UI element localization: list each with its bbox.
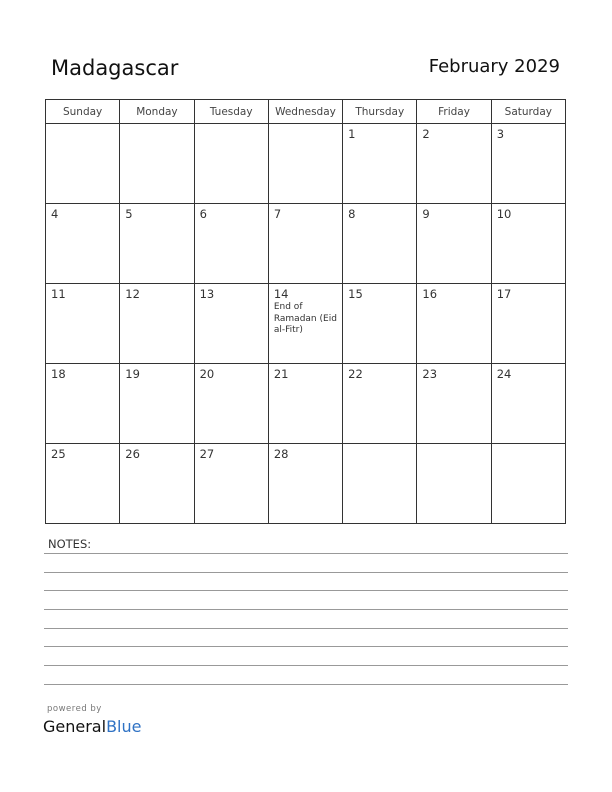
month-title: February 2029: [428, 56, 560, 77]
day-number: 3: [496, 127, 505, 141]
day-number: 25: [51, 447, 66, 461]
week-row: [46, 444, 566, 524]
day-cell[interactable]: [491, 364, 565, 444]
day-cell[interactable]: [491, 204, 565, 284]
day-number: 23: [422, 367, 438, 381]
weekday-header-row: [46, 100, 566, 124]
holiday-label: End of Ramadan (Eid al-Fitr): [273, 302, 337, 335]
weekday-header: Saturday: [491, 100, 565, 124]
day-number: 6: [199, 207, 207, 221]
day-cell[interactable]: [120, 364, 194, 444]
notes-line: [44, 665, 568, 666]
day-number: 17: [496, 287, 512, 301]
day-cell[interactable]: [417, 364, 491, 444]
week-row: [46, 364, 566, 444]
day-cell[interactable]: [46, 444, 120, 524]
day-cell[interactable]: [194, 364, 268, 444]
day-cell[interactable]: [268, 284, 342, 364]
notes-line: [44, 553, 568, 554]
day-number: 28: [273, 447, 289, 461]
day-cell[interactable]: [194, 284, 268, 364]
day-number: 19: [125, 367, 140, 381]
day-cell[interactable]: [343, 364, 417, 444]
day-number: 15: [348, 287, 363, 301]
day-cell[interactable]: [120, 124, 194, 204]
day-number: 14: [273, 287, 289, 301]
day-cell[interactable]: [194, 444, 268, 524]
day-cell[interactable]: [343, 444, 417, 524]
day-cell[interactable]: [46, 284, 120, 364]
week-row: [46, 204, 566, 284]
day-cell[interactable]: [268, 444, 342, 524]
day-number: 26: [125, 447, 140, 461]
country-title: Madagascar: [51, 56, 179, 80]
notes-line: [44, 646, 568, 647]
calendar-grid: [45, 99, 566, 524]
day-number: 27: [199, 447, 215, 461]
day-number: 7: [273, 207, 282, 221]
day-cell[interactable]: [194, 204, 268, 284]
day-cell[interactable]: [417, 124, 491, 204]
brand-logo-blue: Blue: [106, 717, 142, 736]
day-cell[interactable]: [417, 444, 491, 524]
day-cell[interactable]: [343, 124, 417, 204]
day-cell[interactable]: [120, 444, 194, 524]
notes-label: NOTES:: [48, 537, 92, 551]
day-number: 10: [496, 207, 512, 221]
day-cell[interactable]: [46, 204, 120, 284]
weekday-header: Friday: [417, 100, 491, 124]
weekday-header: Thursday: [343, 100, 417, 124]
day-number: 5: [125, 207, 133, 221]
day-cell[interactable]: [46, 124, 120, 204]
notes-line: [44, 609, 568, 610]
day-number: 4: [51, 207, 59, 221]
day-cell[interactable]: [120, 204, 194, 284]
day-number: 21: [273, 367, 289, 381]
day-number: 20: [199, 367, 215, 381]
notes-line: [44, 628, 568, 629]
day-number: 8: [348, 207, 356, 221]
day-cell[interactable]: [343, 204, 417, 284]
week-row: [46, 284, 566, 364]
brand-logo-general: General: [43, 717, 107, 736]
day-number: 11: [51, 287, 66, 301]
day-cell[interactable]: [417, 204, 491, 284]
day-cell[interactable]: [194, 124, 268, 204]
day-cell[interactable]: [120, 284, 194, 364]
day-number: 9: [422, 207, 430, 221]
day-cell[interactable]: [46, 364, 120, 444]
day-number: 2: [422, 127, 430, 141]
day-cell[interactable]: [491, 124, 565, 204]
day-number: 16: [422, 287, 438, 301]
day-number: 22: [348, 367, 363, 381]
powered-by-text: powered by: [47, 704, 102, 714]
day-number: 24: [496, 367, 512, 381]
day-cell[interactable]: [268, 364, 342, 444]
day-number: 18: [51, 367, 66, 381]
brand-logo[interactable]: [43, 717, 141, 736]
week-row: [46, 124, 566, 204]
day-cell[interactable]: [491, 284, 565, 364]
weekday-header: Monday: [120, 100, 194, 124]
weekday-header: Wednesday: [268, 100, 342, 124]
day-cell[interactable]: [268, 124, 342, 204]
day-number: 12: [125, 287, 140, 301]
day-number: 13: [199, 287, 215, 301]
notes-line: [44, 572, 568, 573]
notes-line: [44, 684, 568, 685]
day-cell[interactable]: [491, 444, 565, 524]
notes-line: [44, 590, 568, 591]
day-number: 1: [348, 127, 356, 141]
day-cell[interactable]: [343, 284, 417, 364]
weekday-header: Tuesday: [194, 100, 268, 124]
day-cell[interactable]: [417, 284, 491, 364]
weekday-header: Sunday: [46, 100, 120, 124]
day-cell[interactable]: [268, 204, 342, 284]
